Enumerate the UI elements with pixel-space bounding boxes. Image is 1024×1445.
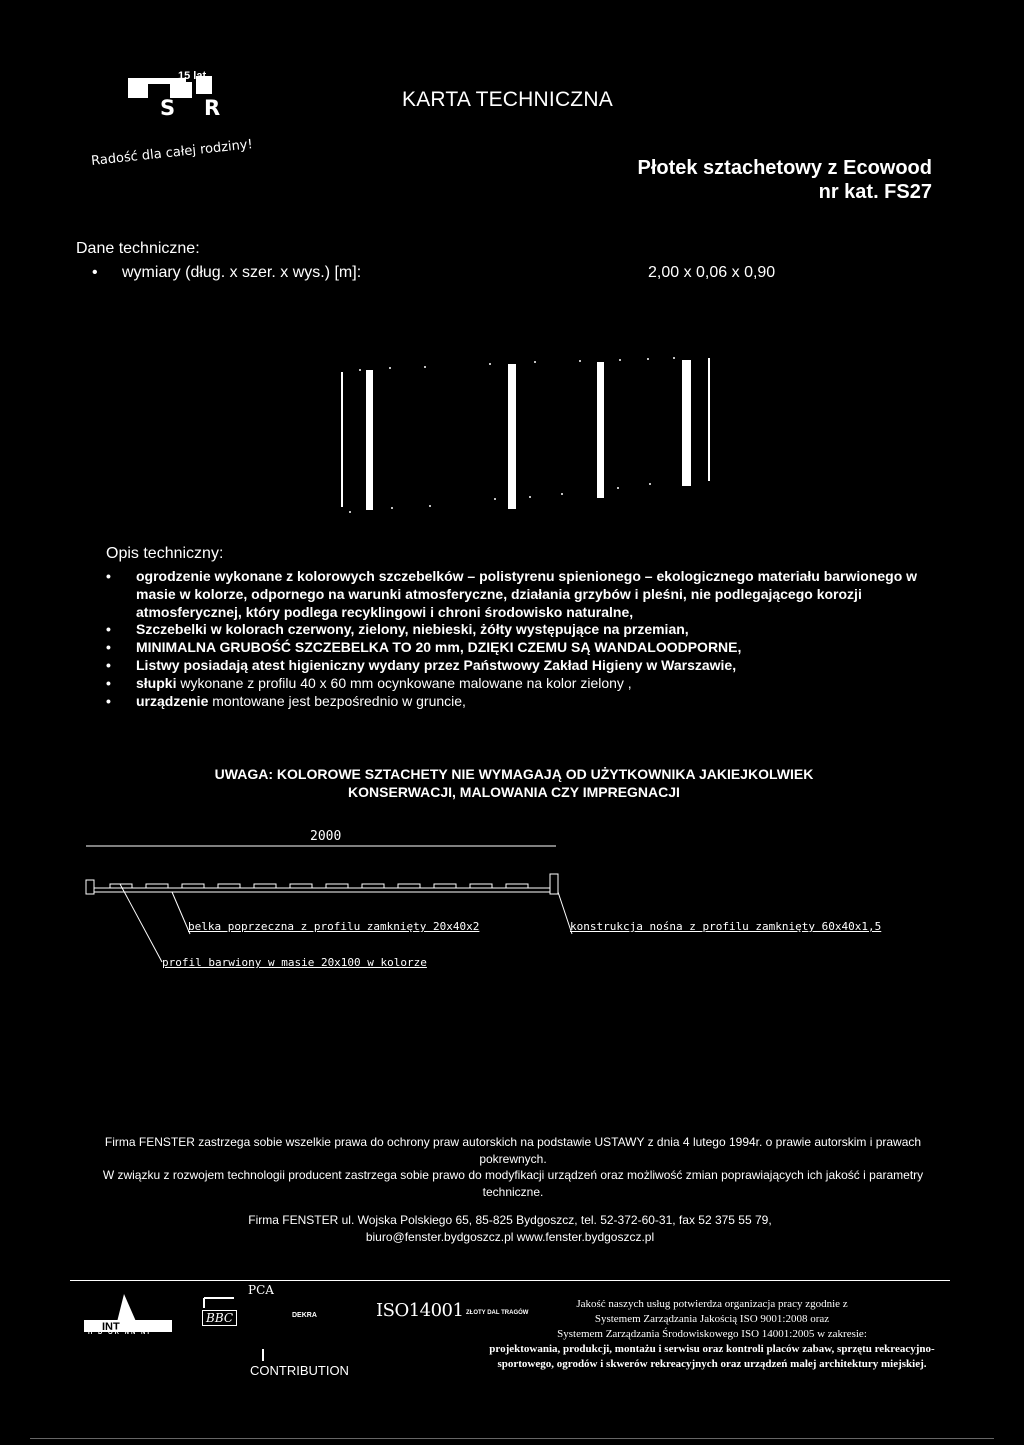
bbc-badge: BBC bbox=[202, 1310, 237, 1326]
list-item-bold: słupki bbox=[136, 674, 177, 691]
quality-line-1: Jakość naszych usług potwierdza organizacja pracy zgodnie z bbox=[576, 1298, 848, 1310]
list-item bbox=[106, 675, 946, 693]
product-catalog-number: nr kat. FS27 bbox=[818, 181, 932, 203]
maintenance-warning bbox=[104, 765, 924, 801]
dekra-badge: DEKRA bbox=[292, 1312, 317, 1319]
section-dimension-label: 2000 bbox=[310, 829, 342, 844]
technical-data-heading: Dane techniczne: bbox=[76, 240, 200, 257]
logo-letter-s: S bbox=[160, 96, 176, 120]
quality-statement bbox=[482, 1297, 942, 1372]
fence-front-view-drawing bbox=[330, 352, 730, 522]
list-item-text: montowane jest bezpośrednio w gruncie, bbox=[208, 692, 466, 709]
list-item bbox=[106, 621, 946, 639]
copyright-notice bbox=[88, 1134, 938, 1200]
list-item-bold: Szczebelki w kolorach czerwony, zielony, niebieski, żółty występujące na przemian, bbox=[136, 621, 689, 638]
contact-line: biuro@fenster.bydgoszcz.pl www.fenster.bydgoszcz.pl bbox=[365, 1229, 655, 1244]
product-name: Płotek sztachetowy z Ecowood bbox=[637, 157, 932, 179]
quality-line-3: Systemem Zarządzania Środowiskowego ISO 14001:2005 w zakresie: bbox=[557, 1328, 867, 1340]
dimensions-value: 2,00 x 0,06 x 0,90 bbox=[648, 264, 776, 281]
list-item bbox=[106, 639, 946, 657]
document-title: KARTA TECHNICZNA bbox=[402, 88, 613, 111]
int-logo-subtext: H D OR NN NI bbox=[88, 1330, 151, 1336]
description-list bbox=[106, 568, 946, 710]
divider bbox=[70, 1280, 950, 1281]
copyright-text: Firma FENSTER zastrzega sobie wszelkie prawa do ochrony praw autorskich na podstawie USTAWY z dnia 4 lutego 1994r. o prawie autorskim i prawach pokrewnych. bbox=[104, 1135, 922, 1166]
contribution-mark bbox=[262, 1349, 264, 1361]
support-structure-label: konstrukcja nośna z profilu zamknięty 60x40x1,5 bbox=[570, 920, 882, 933]
warning-line-1: UWAGA: KOLOROWE SZTACHETY NIE WYMAGAJĄ OD UŻYTKOWNIKA JAKIEJKOLWIEK bbox=[214, 766, 814, 782]
list-item bbox=[106, 657, 946, 675]
crossbeam-label: belka poprzeczna z profilu zamknięty 20x40x2 bbox=[188, 920, 480, 933]
company-address bbox=[140, 1212, 880, 1245]
fence-section-drawing bbox=[80, 826, 580, 976]
list-item bbox=[106, 568, 946, 621]
list-item-bold: ogrodzenie wykonane z kolorowych szczebelków – polistyrenu spienionego – ekologicznego materiału barwionego w masie w kolorze, odpornego na warunki atmosferyczne, działania grzybów i pleśni, nie podlegającego korozji atmosferycznej, który podlega recyklingowi i chroni środowisko naturalne, bbox=[136, 568, 918, 620]
list-item-bold: MINIMALNA GRUBOŚĆ SZCZEBELKA TO 20 mm, DZIĘKI CZEMU SĄ WANDALOODPORNE, bbox=[136, 639, 742, 656]
company-slogan: Radość dla całej rodziny! bbox=[90, 137, 254, 169]
logo-anniversary-label: 15 lat bbox=[178, 70, 207, 82]
quality-scope: projektowania, produkcji, montażu i serwisu oraz kontroli placów zabaw, sprzętu rekreacyjno-sportowego, ogrodów i skwerów rekreacyjnych oraz urządzeń malej architektury miejskiej. bbox=[489, 1343, 935, 1370]
list-item-bold: urządzenie bbox=[136, 692, 209, 709]
quality-line-2: Systemem Zarządzania Jakością ISO 9001:2008 oraz bbox=[594, 1313, 830, 1325]
pca-badge: PCA bbox=[248, 1283, 274, 1297]
logo-letter-r: R bbox=[204, 96, 221, 120]
description-heading: Opis techniczny: bbox=[106, 545, 224, 562]
list-item-bold: Listwy posiadają atest higieniczny wydany przez Państwowy Zakład Higieny w Warszawie, bbox=[136, 656, 737, 673]
iso14001-badge: ISO14001 bbox=[376, 1300, 464, 1321]
footer-divider bbox=[30, 1438, 994, 1439]
trade-gold-badge: ZŁOTY DAL TRAGÓW bbox=[466, 1310, 529, 1316]
technology-changes-text: W związku z rozwojem technologii producent zastrzega sobie prawo do modyfikacji urządzeń oraz możliwość zmian poprawiających ich jakość i parametry techniczne. bbox=[102, 1168, 924, 1199]
bullet: • bbox=[92, 264, 98, 281]
warning-line-2: KONSERWACJI, MALOWANIA CZY IMPREGNACJI bbox=[348, 784, 680, 800]
contribution-label: CONTRIBUTION bbox=[250, 1363, 349, 1378]
int-logo-text: INT bbox=[102, 1321, 120, 1333]
list-item bbox=[106, 693, 946, 711]
profile-label: profil barwiony w masie 20x100 w kolorze bbox=[162, 956, 427, 969]
list-item-text: wykonane z profilu 40 x 60 mm ocynkowane malowane na kolor zielony , bbox=[176, 674, 632, 691]
address-line: Firma FENSTER ul. Wojska Polskiego 65, 85-825 Bydgoszcz, tel. 52-372-60-31, fax 52 375 55 79, bbox=[248, 1213, 772, 1227]
product-heading bbox=[637, 156, 932, 204]
dimensions-label: wymiary (dług. x szer. x wys.) [m]: bbox=[122, 264, 362, 281]
